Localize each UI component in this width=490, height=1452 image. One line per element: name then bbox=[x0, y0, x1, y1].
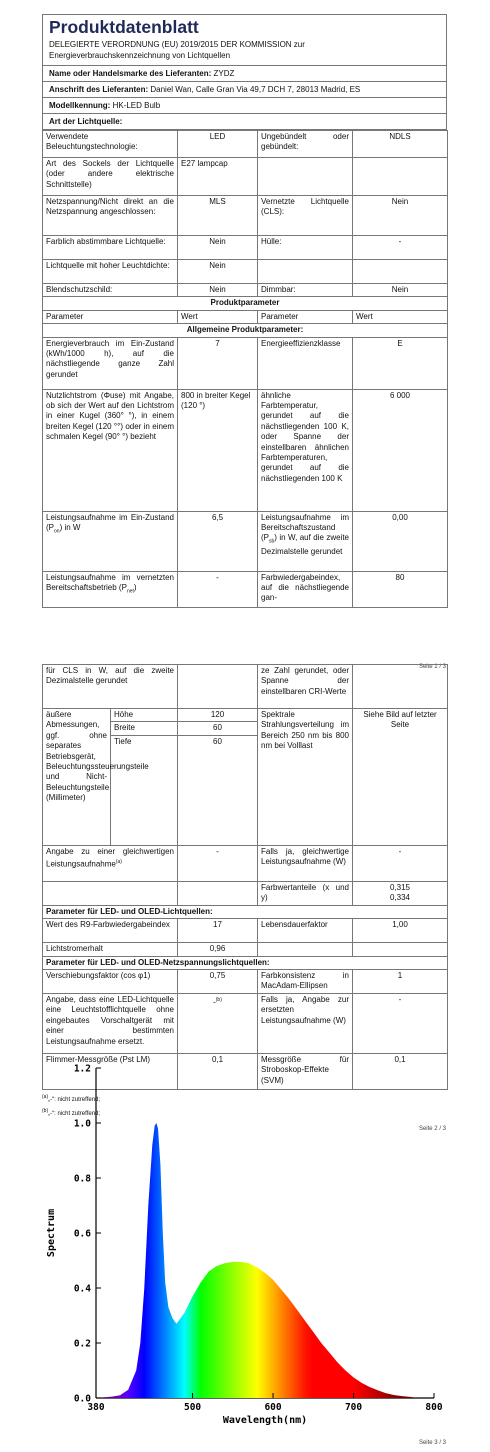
tunable-label: Farblich abstimmbare Lichtquelle: bbox=[43, 236, 178, 260]
col-param: Parameter bbox=[258, 310, 353, 323]
eqclaim-label: Falls ja, gleichwertige Leistungsaufnahme (W) bbox=[258, 845, 353, 881]
empty-cell bbox=[353, 158, 448, 196]
pon-label: Leistungsaufnahme im Ein-Zustand $(P_{on})$ in W bbox=[43, 511, 178, 571]
cap-value: E27 lampcap bbox=[178, 158, 258, 196]
x-tick-label: 700 bbox=[344, 1402, 363, 1413]
height-value: 120 bbox=[178, 709, 258, 722]
page-number-3: Seite 3 / 3 bbox=[418, 1440, 446, 1446]
y-tick-label: 1.0 bbox=[73, 1118, 91, 1130]
psb-value: 0,00 bbox=[353, 511, 448, 571]
pf-value: 0,75 bbox=[178, 970, 258, 994]
macadam-label: Farbkonsistenz in MacAdam-Ellipsen bbox=[258, 970, 353, 994]
empty-cell bbox=[353, 260, 448, 284]
type-table bbox=[42, 130, 448, 608]
y-tick-label: 1.2 bbox=[73, 1063, 91, 1075]
mains-label: Netzspannung/Nicht direkt an die Netzspannung angeschlossen: bbox=[43, 196, 178, 236]
cri-label: Farbwiedergabeindex, auf die nächstliegende gan- bbox=[258, 571, 353, 607]
y-tick-label: 0.8 bbox=[73, 1173, 91, 1185]
footnote-a: $^{(a)}$„-“: nicht zutreffend; bbox=[42, 1094, 101, 1104]
hl-value: Nein bbox=[178, 260, 258, 284]
nondirected-label: Ungebündelt oder gebündelt: bbox=[258, 131, 353, 158]
envelope-label: Hülle: bbox=[258, 236, 353, 260]
model-row bbox=[42, 98, 447, 114]
nondirected-value: NDLS bbox=[353, 131, 448, 158]
cri-value: 80 bbox=[353, 571, 448, 607]
col-value: Wert bbox=[178, 310, 258, 323]
r9-value: 17 bbox=[178, 919, 258, 943]
eon-value: 7 bbox=[178, 337, 258, 389]
shield-value: Nein bbox=[178, 284, 258, 297]
envelope-value: - bbox=[353, 236, 448, 260]
width-value: 60 bbox=[178, 722, 258, 735]
spd-value: Siehe Bild auf letzter Seite bbox=[353, 709, 448, 846]
psb-label: Leistungsaufnahme im Bereitschaftszustand $(P_{sb})$ in W, auf die zweite Dezimalstelle gerundet bbox=[258, 511, 353, 571]
flux-value: 800 in breiter Kegel (120 °) bbox=[178, 389, 258, 511]
chroma-y: 0,334 bbox=[389, 893, 411, 903]
regulation-line-2: Energieverbrauchskennzeichnung von Lichtquellen bbox=[49, 51, 231, 60]
general-params-header: Allgemeine Produktparameter: bbox=[43, 324, 448, 337]
col-param: Parameter bbox=[43, 310, 178, 323]
eclass-value: E bbox=[353, 337, 448, 389]
svm-value: 0,1 bbox=[353, 1054, 448, 1090]
title-box bbox=[42, 14, 447, 66]
y-tick-label: 0.4 bbox=[73, 1283, 91, 1295]
page-title: Produktdatenblatt bbox=[49, 17, 199, 37]
eqpow-label: Angabe zu einer gleichwertigen Leistungsaufnahme$^{(a)}$ bbox=[43, 845, 178, 881]
replace-value: -$^{(b)}$ bbox=[178, 994, 258, 1054]
chroma-x: 0,315 bbox=[389, 882, 411, 892]
height-label: Höhe bbox=[111, 709, 178, 722]
svm-label: Messgröße für Stroboskop-Effekte (SVM) bbox=[258, 1054, 353, 1090]
pnet-label: Leistungsaufnahme im vernetzten Bereitschaftsbetrieb $(P_{net})$ bbox=[43, 571, 178, 607]
x-tick-label: 800 bbox=[425, 1402, 443, 1413]
x-tick-label: 380 bbox=[87, 1402, 105, 1413]
empty-cell bbox=[258, 260, 353, 284]
empty-cell bbox=[178, 881, 258, 905]
section-type: Art der Lichtquelle: bbox=[42, 114, 447, 130]
flux-label: Nutzlichtstrom (Φuse) mit Angabe, ob sich der Wert auf den Lichtstrom in einer Kugel (360° °), in einem breiten Kegel (120 °°) oder in einem schmalen Kegel (90° °) bezieht bbox=[43, 389, 178, 511]
footnote-b: $^{(b)}$„-“: nicht zutreffend; bbox=[42, 1108, 101, 1118]
spd-label: Spektrale Strahlungsverteilung im Bereich 250 nm bis 800 nm bei Volllast bbox=[258, 709, 353, 846]
x-tick-label: 600 bbox=[264, 1402, 282, 1413]
life-value: 1,00 bbox=[353, 919, 448, 943]
mains-value: MLS bbox=[178, 196, 258, 236]
cls-value: Nein bbox=[353, 196, 448, 236]
replace-yes-label: Falls ja, Angabe zur ersetzten Leistungsaufnahme (W) bbox=[258, 994, 353, 1054]
macadam-value: 1 bbox=[353, 970, 448, 994]
replace-label: Angabe, dass eine LED-Lichtquelle eine Leuchtstofflichtquelle ohne eingebautes Vorschaltgerät mit einer bestimmten Leistungsaufnahme ersetzt. bbox=[43, 994, 178, 1054]
pnet-label-cont: für CLS in W, auf die zweite Dezimalstelle gerundet bbox=[43, 665, 178, 709]
cct-value: 6 000 bbox=[353, 389, 448, 511]
spectrum-chart bbox=[40, 1060, 450, 1426]
tech-label: Verwendete Beleuchtungstechnologie: bbox=[43, 131, 178, 158]
brand-row bbox=[42, 66, 447, 82]
tech-value: LED bbox=[178, 131, 258, 158]
maint-label: Lichtstromerhalt bbox=[43, 943, 178, 956]
model-label: Modellkennung: bbox=[49, 101, 111, 110]
page-1 bbox=[42, 14, 447, 608]
address-label: Anschrift des Lieferanten: bbox=[49, 85, 149, 94]
pnet-value: - bbox=[178, 571, 258, 607]
x-axis-label: Wavelength(nm) bbox=[222, 1415, 308, 1426]
pf-label: Verschiebungsfaktor (cos φ1) bbox=[43, 970, 178, 994]
y-tick-label: 0.2 bbox=[73, 1338, 91, 1350]
empty-cell bbox=[178, 665, 258, 709]
cct-label: ähnliche Farbtemperatur, gerundet auf die nächstliegenden 100 K, oder Spanne der einstellbaren ähnlichen Farbtemperaturen, gerundet auf die nächstliegenden 100 K bbox=[258, 389, 353, 511]
r9-label: Wert des R9-Farbwiedergabeindex bbox=[43, 919, 178, 943]
width-label: Breite bbox=[111, 722, 178, 735]
y-tick-label: 0.6 bbox=[73, 1228, 91, 1240]
cls-label: Vernetzte Lichtquelle (CLS): bbox=[258, 196, 353, 236]
brand-value: ZYDZ bbox=[213, 69, 235, 78]
address-value: Daniel Wan, Calle Gran Via 49,7 DCH 7, 28013 Madrid, ES bbox=[150, 85, 361, 94]
empty-cell bbox=[43, 881, 178, 905]
address-row bbox=[42, 82, 447, 98]
eqpow-value: - bbox=[178, 845, 258, 881]
empty-cell bbox=[353, 943, 448, 956]
life-label: Lebensdauerfaktor bbox=[258, 919, 353, 943]
regulation-line-1: DELEGIERTE VERORDNUNG (EU) 2019/2015 DER KOMMISSION zur bbox=[49, 40, 305, 49]
cap-label: Art des Sockels der Lichtquelle (oder andere elektrische Schnittstelle) bbox=[43, 158, 178, 196]
page-number-1: Seite 1 / 3 bbox=[418, 664, 446, 670]
empty-cell bbox=[258, 943, 353, 956]
params-table-continued bbox=[42, 664, 448, 1090]
flicker-value: 0,1 bbox=[178, 1054, 258, 1090]
page-number-2: Seite 2 / 3 bbox=[418, 1126, 446, 1132]
eqclaim-value: - bbox=[353, 845, 448, 881]
dimmable-value: Nein bbox=[353, 284, 448, 297]
model-value: HK-LED Bulb bbox=[112, 101, 161, 110]
y-axis-label: Spectrum bbox=[46, 1208, 57, 1258]
brand-label: Name oder Handelsmarke des Lieferanten: bbox=[49, 69, 212, 78]
flicker-label: Flimmer-Messgröße (Pst LM) bbox=[43, 1054, 178, 1090]
dimmable-label: Dimmbar: bbox=[258, 284, 353, 297]
chroma-label: Farbwertanteile (x und y) bbox=[258, 881, 353, 905]
cri-label-cont: ze Zahl gerundet, oder Spanne der einstellbaren CRI-Werte bbox=[258, 665, 353, 709]
x-tick-label: 500 bbox=[183, 1402, 202, 1413]
empty-cell bbox=[258, 158, 353, 196]
mls-params-header: Parameter für LED- und OLED-Netzspannungslichtquellen: bbox=[43, 956, 448, 969]
col-value: Wert bbox=[353, 310, 448, 323]
led-params-header: Parameter für LED- und OLED-Lichtquellen: bbox=[43, 905, 448, 918]
tunable-value: Nein bbox=[178, 236, 258, 260]
maint-value: 0,96 bbox=[178, 943, 258, 956]
dims-label: äußere Abmessungen, ggf. ohne separates Betriebsgerät, Beleuchtungssteuerungsteile und Nicht-Beleuchtungsteile (Millimeter) bbox=[43, 709, 111, 846]
y-tick-label: 0.0 bbox=[73, 1393, 91, 1405]
chroma-values bbox=[353, 881, 448, 905]
page-2 bbox=[42, 664, 447, 1120]
spectrum-area bbox=[96, 1068, 434, 1398]
replace-yes-value: - bbox=[353, 994, 448, 1054]
product-params-header: Produktparameter bbox=[43, 297, 448, 310]
depth-value: 60 bbox=[178, 735, 258, 845]
eclass-label: Energieeffizienzklasse bbox=[258, 337, 353, 389]
empty-cell bbox=[353, 665, 448, 709]
pon-value: 6,5 bbox=[178, 511, 258, 571]
shield-label: Blendschutzschild: bbox=[43, 284, 178, 297]
hl-label: Lichtquelle mit hoher Leuchtdichte: bbox=[43, 260, 178, 284]
depth-label: Tiefe bbox=[111, 735, 178, 845]
eon-label: Energieverbrauch im Ein-Zustand (kWh/1000 h), auf die nächstliegende ganze Zahl gerundet bbox=[43, 337, 178, 389]
